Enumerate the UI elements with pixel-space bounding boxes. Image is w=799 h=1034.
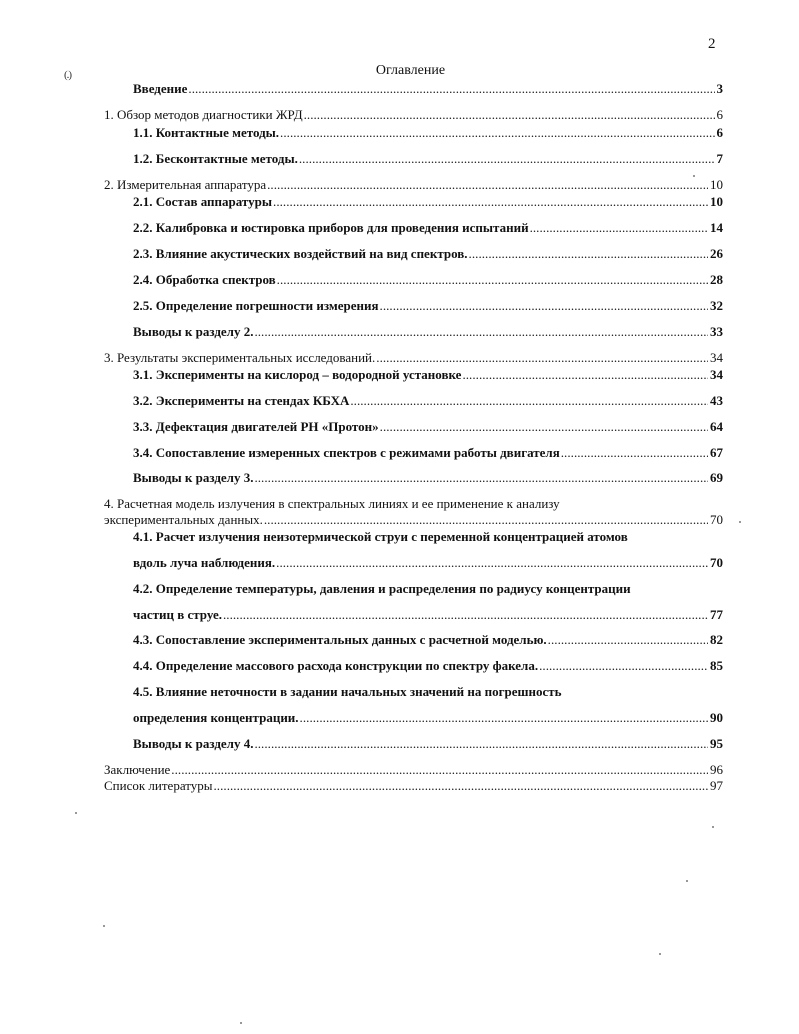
toc-entry-page: 33: [710, 324, 723, 339]
leader-dots: [254, 324, 708, 340]
toc-entry-text: 2. Измерительная аппаратура: [104, 177, 267, 192]
toc-entry-section-4-1[interactable]: [133, 555, 723, 571]
toc-entry-text: Введение: [133, 81, 188, 96]
toc-entry-text: 3.1. Эксперименты на кислород – водородной установке: [133, 367, 462, 382]
leader-dots: [350, 393, 708, 409]
toc-entry-page: 14: [710, 220, 723, 235]
toc-entry-page: 34: [710, 350, 723, 365]
toc-entry-page: 32: [710, 298, 723, 313]
toc-entry-page: 70: [710, 555, 723, 570]
toc-entry-section-4-2-line1: 4.2. Определение температуры, давления и распределения по радиусу концентрации: [133, 581, 631, 596]
toc-entry-text: 4.3. Сопоставление экспериментальных данных с расчетной моделью.: [133, 632, 547, 647]
leader-dots: [276, 555, 708, 571]
scan-speck: [659, 953, 661, 955]
toc-entry-section-2-3[interactable]: [133, 246, 723, 262]
leader-dots: [469, 246, 708, 262]
toc-entry-section-2-4[interactable]: [133, 272, 723, 288]
toc-entry-page: 28: [710, 272, 723, 287]
scan-speck: [739, 521, 741, 523]
toc-entry-text: 2.1. Состав аппаратуры: [133, 194, 273, 209]
toc-entry-chapter-3[interactable]: [104, 350, 723, 366]
toc-entry-text: 3. Результаты экспериментальных исследований.: [104, 350, 376, 365]
toc-entry-page: 34: [710, 367, 723, 382]
leader-dots: [214, 778, 709, 794]
toc-entry-text: 2.4. Обработка спектров: [133, 272, 276, 287]
toc-entry-conclusions-3[interactable]: [133, 470, 723, 486]
toc-entry-section-2-5[interactable]: [133, 298, 723, 314]
toc-entry-section-1-1[interactable]: [133, 125, 723, 141]
toc-entry-conclusions-2[interactable]: [133, 324, 723, 340]
toc-entry-text: 2.5. Определение погрешности измерения: [133, 298, 379, 313]
toc-entry-introduction[interactable]: [133, 81, 723, 97]
leader-dots: [171, 762, 708, 778]
toc-entry-text: 1.2. Бесконтактные методы.: [133, 151, 298, 166]
toc-entry-text: Выводы к разделу 3.: [133, 470, 254, 485]
toc-entry-section-4-5-line1: 4.5. Влияние неточности в задании начальных значений на погрешность: [133, 684, 562, 699]
toc-entry-text: Выводы к разделу 2.: [133, 324, 254, 339]
leader-dots: [280, 125, 714, 141]
leader-dots: [264, 512, 708, 528]
toc-entry-text: 4.4. Определение массового расхода конструкции по спектру факела.: [133, 658, 539, 673]
toc-entry-text: 3.4. Сопоставление измеренных спектров с режимами работы двигателя: [133, 445, 560, 460]
leader-dots: [380, 298, 708, 314]
leader-dots: [539, 658, 708, 674]
toc-entry-page: 7: [716, 151, 723, 166]
toc-entry-page: 6: [716, 125, 723, 140]
toc-entry-conclusion[interactable]: [104, 762, 723, 778]
toc-entry-section-3-2[interactable]: [133, 393, 723, 409]
toc-entry-text: определения концентрации.: [133, 710, 299, 725]
toc-entry-page: 67: [710, 445, 723, 460]
leader-dots: [223, 607, 708, 623]
leader-dots: [254, 470, 708, 486]
leader-dots: [304, 107, 715, 123]
toc-entry-section-4-1-line1: 4.1. Расчет излучения неизотермической струи с переменной концентрацией атомов: [133, 529, 628, 544]
toc-entry-section-1-2[interactable]: [133, 151, 723, 167]
leader-dots: [380, 419, 708, 435]
toc-entry-page: 96: [710, 762, 723, 777]
toc-entry-page: 3: [716, 81, 723, 96]
scan-speck: [240, 1022, 242, 1024]
scan-speck: [103, 925, 105, 927]
toc-entry-text: частиц в струе.: [133, 607, 222, 622]
toc-entry-section-2-2[interactable]: [133, 220, 723, 236]
toc-entry-text: 3.3. Дефектация двигателей РН «Протон»: [133, 419, 379, 434]
toc-entry-text: 1. Обзор методов диагностики ЖРД: [104, 107, 303, 122]
toc-entry-section-4-3[interactable]: [133, 632, 723, 648]
leader-dots: [188, 81, 714, 97]
leader-dots: [530, 220, 708, 236]
toc-entry-page: 95: [710, 736, 723, 751]
toc-entry-page: 6: [716, 107, 723, 122]
toc-entry-section-3-3[interactable]: [133, 419, 723, 435]
toc-entry-page: 43: [710, 393, 723, 408]
toc-entry-text: 2.2. Калибровка и юстировка приборов для проведения испытаний: [133, 220, 529, 235]
toc-entry-page: 64: [710, 419, 723, 434]
toc-entry-section-4-4[interactable]: [133, 658, 723, 674]
toc-entry-chapter-2[interactable]: [104, 177, 723, 193]
toc-entry-text: 3.2. Эксперименты на стендах КБХА: [133, 393, 350, 408]
corner-mark: (.): [64, 69, 72, 81]
leader-dots: [299, 151, 715, 167]
scan-speck: [686, 880, 688, 882]
toc-entry-chapter-1[interactable]: [104, 107, 723, 123]
toc-entry-section-3-1[interactable]: [133, 367, 723, 383]
toc-entry-text: экспериментальных данных.: [104, 512, 263, 527]
scan-speck: [75, 812, 77, 814]
toc-entry-section-3-4[interactable]: [133, 445, 723, 461]
toc-entry-page: 90: [710, 710, 723, 725]
toc-entry-page: 82: [710, 632, 723, 647]
toc-entry-text: Заключение: [104, 762, 171, 777]
page-number: 2: [708, 36, 716, 52]
toc-entry-chapter-4-line1: 4. Расчетная модель излучения в спектральных линиях и ее применение к анализу: [104, 496, 560, 511]
leader-dots: [376, 350, 708, 366]
toc-entry-references[interactable]: [104, 778, 723, 794]
toc-entry-section-4-5[interactable]: [133, 710, 723, 726]
toc-entry-text: вдоль луча наблюдения.: [133, 555, 276, 570]
scan-speck: [712, 826, 714, 828]
toc-entry-page: 70: [710, 512, 723, 527]
toc-entry-page: 26: [710, 246, 723, 261]
toc-entry-text: Список литературы: [104, 778, 213, 793]
toc-entry-page: 77: [710, 607, 723, 622]
leader-dots: [462, 367, 708, 383]
toc-entry-section-4-2[interactable]: [133, 607, 723, 623]
toc-entry-text: 1.1. Контактные методы.: [133, 125, 280, 140]
toc-entry-page: 10: [710, 177, 723, 192]
toc-entry-page: 69: [710, 470, 723, 485]
toc-entry-page: 85: [710, 658, 723, 673]
leader-dots: [267, 177, 708, 193]
leader-dots: [548, 632, 708, 648]
leader-dots: [561, 445, 708, 461]
leader-dots: [300, 710, 708, 726]
toc-entry-page: 10: [710, 194, 723, 209]
leader-dots: [254, 736, 708, 752]
leader-dots: [273, 194, 708, 210]
toc-entry-section-2-1[interactable]: [133, 194, 723, 210]
toc-entry-conclusions-4[interactable]: [133, 736, 723, 752]
toc-title: Оглавление: [375, 63, 446, 78]
toc-entry-page: 97: [710, 778, 723, 793]
toc-entry-text: 2.3. Влияние акустических воздействий на вид спектров.: [133, 246, 468, 261]
scan-speck: [693, 175, 695, 177]
toc-entry-chapter-4[interactable]: [104, 512, 723, 528]
leader-dots: [277, 272, 708, 288]
toc-entry-text: Выводы к разделу 4.: [133, 736, 254, 751]
